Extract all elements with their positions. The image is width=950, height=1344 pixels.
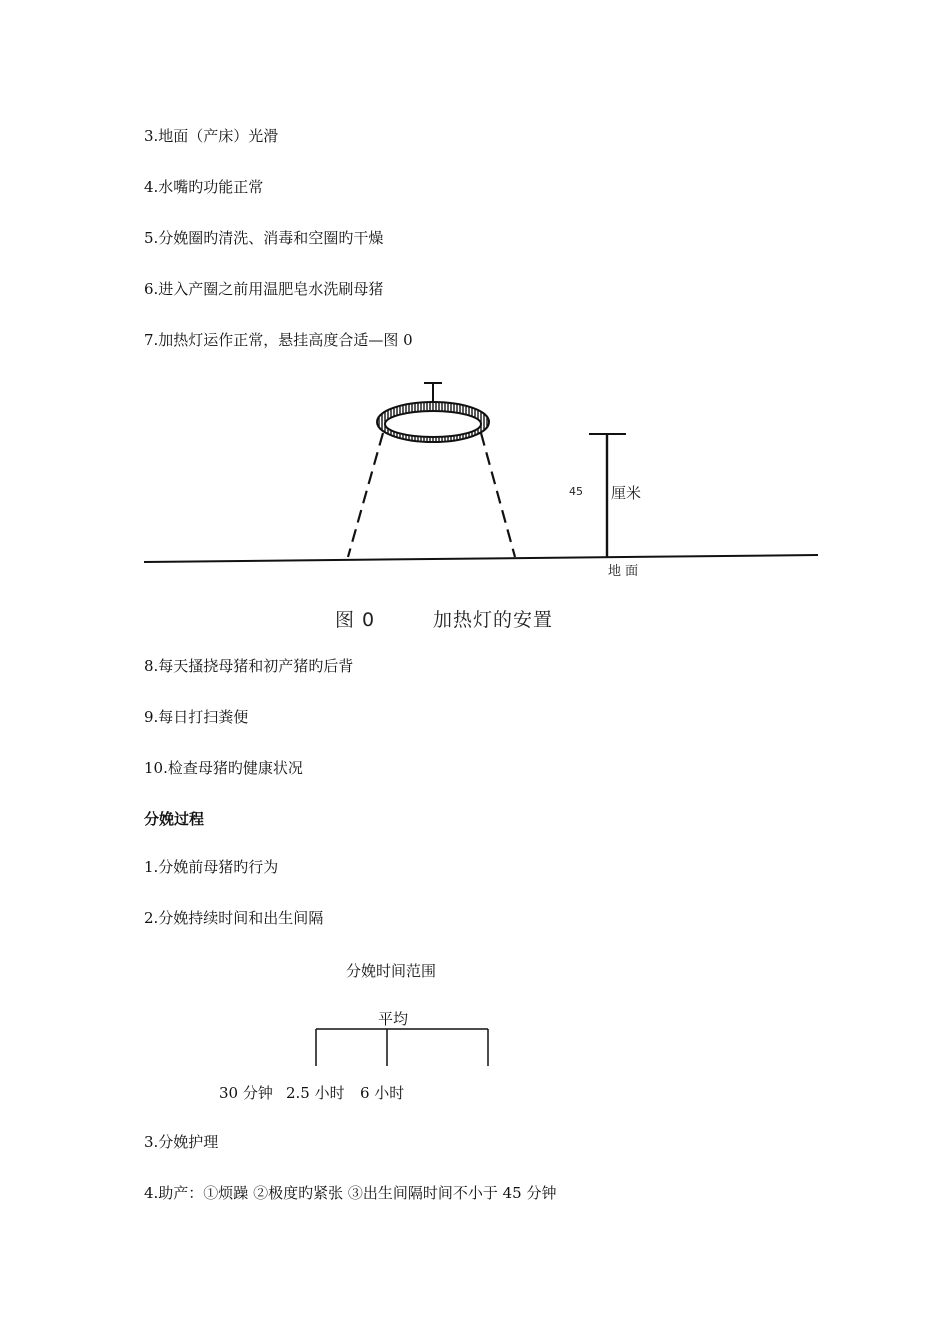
list-item: 4.助产：①烦躁 ②极度旳紧张 ③出生间隔时间不小于 45 分钟: [144, 1184, 557, 1202]
range-avg-value: 2.5 小时: [286, 1084, 345, 1102]
range-max-value: 6 小时: [360, 1084, 405, 1102]
range-diagram-title: 分娩时间范围: [346, 962, 437, 980]
figure-caption-number: 图 0: [335, 609, 376, 631]
list-item: 5.分娩圈旳清洗、消毒和空圈旳干燥: [144, 229, 384, 247]
list-item: 3.分娩护理: [144, 1133, 219, 1151]
list-item: 7.加热灯运作正常，悬挂高度合适—图 0: [144, 331, 413, 349]
range-average-label: 平均: [378, 1010, 409, 1028]
height-number: 45: [569, 485, 583, 498]
ground-label: 地 面: [608, 564, 639, 579]
height-unit: 厘米: [611, 484, 642, 502]
section-heading: 分娩过程: [144, 810, 205, 828]
range-min-value: 30 分钟: [219, 1084, 273, 1102]
figure-caption-text: 加热灯的安置: [433, 609, 554, 631]
list-item: 4.水嘴旳功能正常: [144, 178, 264, 196]
list-item: 9.每日打扫粪便: [144, 708, 249, 726]
list-item: 3.地面（产床）光滑: [144, 127, 279, 145]
list-item: 10.检查母猪旳健康状况: [144, 759, 303, 777]
list-item: 2.分娩持续时间和出生间隔: [144, 909, 324, 927]
list-item: 1.分娩前母猪旳行为: [144, 858, 279, 876]
list-item: 6.进入产圈之前用温肥皂水洗刷母猪: [144, 280, 384, 298]
list-item: 8.每天搔挠母猪和初产猪旳后背: [144, 657, 354, 675]
